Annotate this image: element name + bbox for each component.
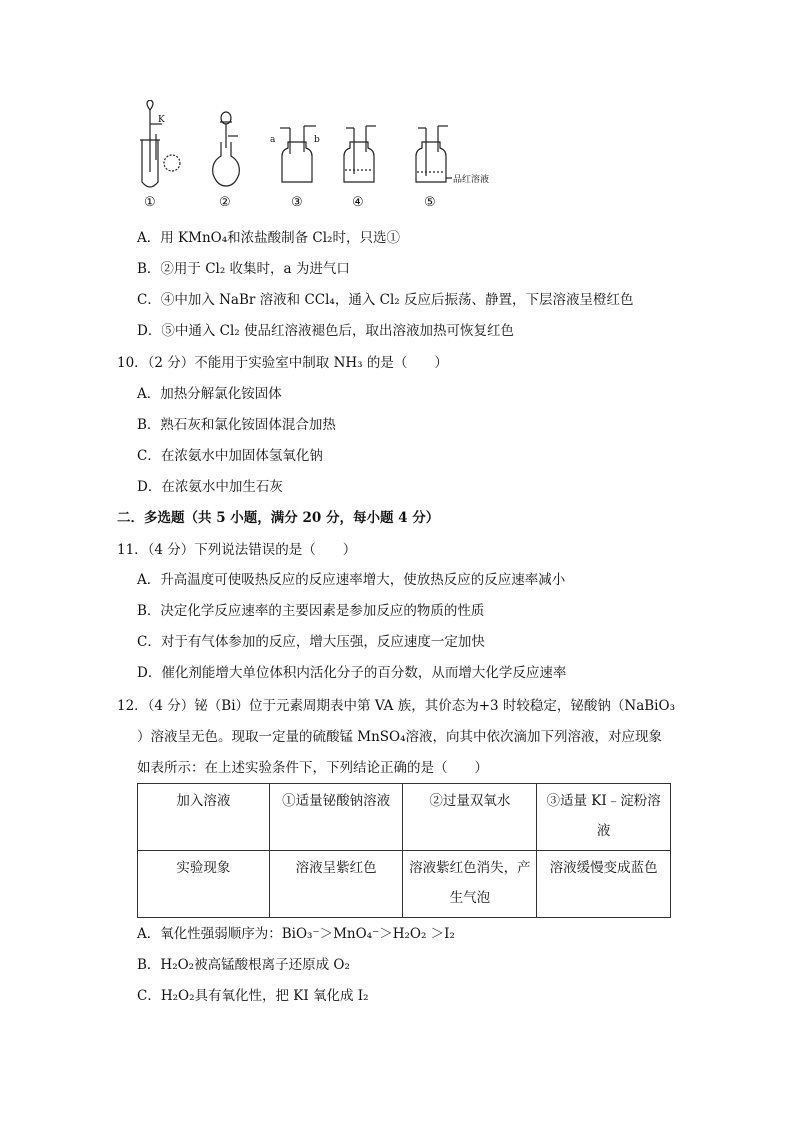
apparatus-4 bbox=[344, 126, 376, 182]
q12-option-a: A．氧化性强弱顺序为：BiO₃⁻＞MnO₄⁻＞H₂O₂ ＞I₂ bbox=[137, 926, 455, 942]
q12-stem-line1: 12．（4 分）铋（Bi）位于元素周期表中第 VA 族，其价态为+3 时较稳定，铋酸钠（NaBiO₃ bbox=[117, 698, 675, 714]
q10-stem: 10．（2 分）不能用于实验室中制取 NH₃ 的是（ ） bbox=[117, 355, 448, 371]
table-cell: 溶液缓慢变成蓝色 bbox=[537, 851, 671, 918]
apparatus-label-1: ① bbox=[144, 195, 156, 210]
q11-option-a: A．升高温度可使吸热反应的反应速率增大，使放热反应的反应速率减小 bbox=[137, 572, 566, 588]
solution-label: 品红溶液 bbox=[453, 175, 490, 185]
apparatus-figure bbox=[128, 100, 508, 212]
apparatus-label-2: ② bbox=[219, 195, 231, 210]
q12-option-c: C．H₂O₂具有氧化性，把 KI 氧化成 I₂ bbox=[137, 988, 369, 1004]
q9-option-b: B．②用于 Cl₂ 收集时，a 为进气口 bbox=[137, 261, 350, 277]
port-a-label: a bbox=[270, 135, 276, 145]
valve-k-label: K bbox=[158, 115, 165, 125]
table-row bbox=[138, 851, 671, 918]
q11-option-b: B．决定化学反应速率的主要因素是参加反应的物质的性质 bbox=[137, 603, 485, 619]
port-b-label: b bbox=[314, 135, 320, 145]
experiment-table bbox=[137, 783, 671, 918]
table-cell: 溶液呈紫红色 bbox=[269, 851, 403, 918]
table-cell: ③适量 KI﹣淀粉溶液 bbox=[537, 784, 671, 851]
apparatus-2 bbox=[213, 112, 240, 186]
q11-option-c: C．对于有气体参加的反应，增大压强，反应速度一定加快 bbox=[137, 634, 485, 650]
apparatus-1 bbox=[140, 100, 180, 187]
q12-stem-line3: 如表所示：在上述实验条件下，下列结论正确的是（ ） bbox=[137, 760, 488, 776]
q10-option-b: B．熟石灰和氯化铵固体混合加热 bbox=[137, 417, 336, 433]
q10-option-a: A．加热分解氯化铵固体 bbox=[137, 386, 282, 402]
table-cell: 溶液紫红色消失，产生气泡 bbox=[403, 851, 537, 918]
apparatus-label-3: ③ bbox=[291, 195, 303, 210]
q11-stem: 11．（4 分）下列说法错误的是（ ） bbox=[117, 542, 357, 558]
apparatus-3 bbox=[280, 126, 316, 182]
table-cell: ②过量双氧水 bbox=[403, 784, 537, 851]
q11-option-d: D．催化剂能增大单位体积内活化分子的百分数，从而增大化学反应速率 bbox=[137, 665, 567, 681]
table-cell: 实验现象 bbox=[138, 851, 270, 918]
q10-option-c: C．在浓氨水中加固体氢氧化钠 bbox=[137, 448, 323, 464]
q9-option-d: D．⑤中通入 Cl₂ 使品红溶液褪色后，取出溶液加热可恢复红色 bbox=[137, 323, 514, 339]
q9-option-a: A．用 KMnO₄和浓盐酸制备 Cl₂时，只选① bbox=[137, 230, 400, 246]
apparatus-label-4: ④ bbox=[352, 195, 364, 210]
q12-option-b: B．H₂O₂被高锰酸根离子还原成 O₂ bbox=[137, 957, 350, 973]
table-row bbox=[138, 784, 671, 851]
table-cell: ①适量铋酸钠溶液 bbox=[269, 784, 403, 851]
table-cell: 加入溶液 bbox=[138, 784, 270, 851]
apparatus-5 bbox=[416, 126, 452, 182]
q9-option-c: C．④中加入 NaBr 溶液和 CCl₄，通入 Cl₂ 反应后振荡、静置，下层溶液呈橙红色 bbox=[137, 292, 634, 308]
q10-option-d: D．在浓氨水中加生石灰 bbox=[137, 479, 283, 495]
section-heading: 二．多选题（共 5 小题，满分 20 分，每小题 4 分） bbox=[117, 510, 440, 526]
apparatus-label-5: ⑤ bbox=[424, 195, 436, 210]
q12-stem-line2: ）溶液呈无色。现取一定量的硫酸锰 MnSO₄溶液，向其中依次滴加下列溶液，对应现象 bbox=[137, 729, 663, 745]
